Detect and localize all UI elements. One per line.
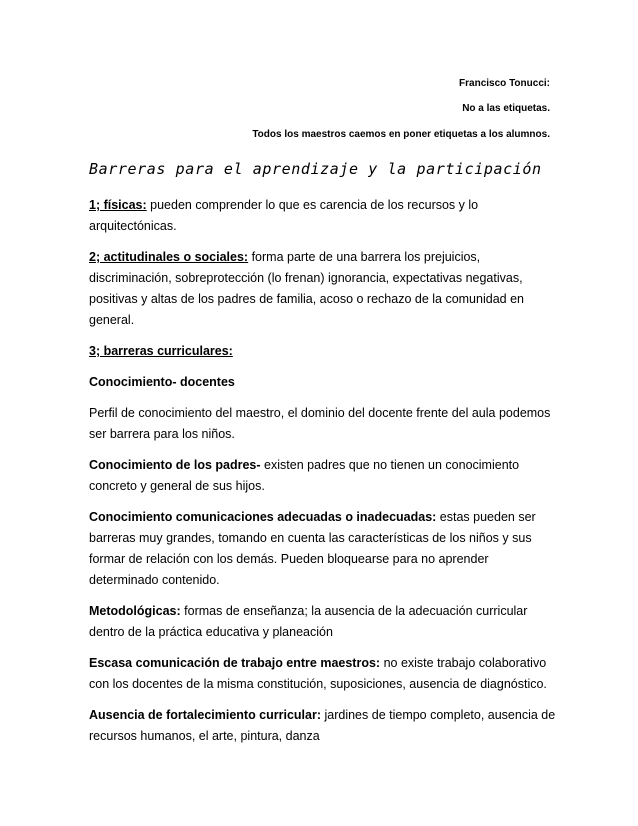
paragraph-actitudinales bbox=[89, 247, 559, 331]
document-body bbox=[89, 195, 559, 757]
header-subtitle: No a las etiquetas. bbox=[462, 103, 550, 114]
label-metodologicas: Metodológicas: bbox=[89, 604, 181, 618]
paragraph-padres bbox=[89, 455, 559, 497]
label-fortalecimiento: Ausencia de fortalecimiento curricular: bbox=[89, 708, 322, 722]
text-perfil: Perfil de conocimiento del maestro, el dominio del docente frente del aula podemos ser barrera para los niños. bbox=[89, 406, 551, 441]
label-escasa: Escasa comunicación de trabajo entre maestros: bbox=[89, 656, 381, 670]
label-comunicaciones: Conocimiento comunicaciones adecuadas o inadecuadas: bbox=[89, 510, 437, 524]
text-escasa: no existe trabajo colaborativo con los docentes de la misma constitución, suposiciones, ausencia de diagnóstico. bbox=[89, 656, 547, 691]
text-actitudinales: forma parte de una barrera los prejuicios, discriminación, sobreprotección (lo frenan) ignorancia, expectativas negativas, positivas y altas de los padres de familia, acoso o rechazo de la comunidad en general. bbox=[89, 250, 524, 327]
text-padres: existen padres que no tienen un conocimiento concreto y general de sus hijos. bbox=[89, 458, 520, 493]
paragraph-perfil bbox=[89, 403, 559, 445]
text-comunicaciones: estas pueden ser barreras muy grandes, tomando en cuenta las características de los niños y sus formar de relación con los demás. Pueden bloquearse para no aprender determinado contenido. bbox=[89, 510, 536, 587]
label-curriculares: 3; barreras curriculares: bbox=[89, 344, 233, 358]
label-conocimiento-docentes: Conocimiento- docentes bbox=[89, 375, 235, 389]
text-fisicas: pueden comprender lo que es carencia de los recursos y lo arquitectónicas. bbox=[89, 198, 479, 233]
label-fisicas: 1; físicas: bbox=[89, 198, 147, 212]
paragraph-conocimiento-docentes bbox=[89, 372, 559, 393]
paragraph-curriculares bbox=[89, 341, 559, 362]
label-padres: Conocimiento de los padres- bbox=[89, 458, 261, 472]
paragraph-fortalecimiento bbox=[89, 705, 559, 747]
header-author: Francisco Tonucci: bbox=[459, 78, 550, 89]
paragraph-fisicas bbox=[89, 195, 559, 237]
paragraph-escasa bbox=[89, 653, 559, 695]
header-quote: Todos los maestros caemos en poner etiquetas a los alumnos. bbox=[252, 129, 550, 140]
label-actitudinales: 2; actitudinales o sociales: bbox=[89, 250, 249, 264]
paragraph-metodologicas bbox=[89, 601, 559, 643]
text-fortalecimiento: jardines de tiempo completo, ausencia de recursos humanos, el arte, pintura, danza bbox=[89, 708, 556, 743]
text-metodologicas: formas de enseñanza; la ausencia de la adecuación curricular dentro de la práctica educativa y planeación bbox=[89, 604, 528, 639]
paragraph-comunicaciones bbox=[89, 507, 559, 591]
document-title: Barreras para el aprendizaje y la participación bbox=[89, 160, 542, 178]
